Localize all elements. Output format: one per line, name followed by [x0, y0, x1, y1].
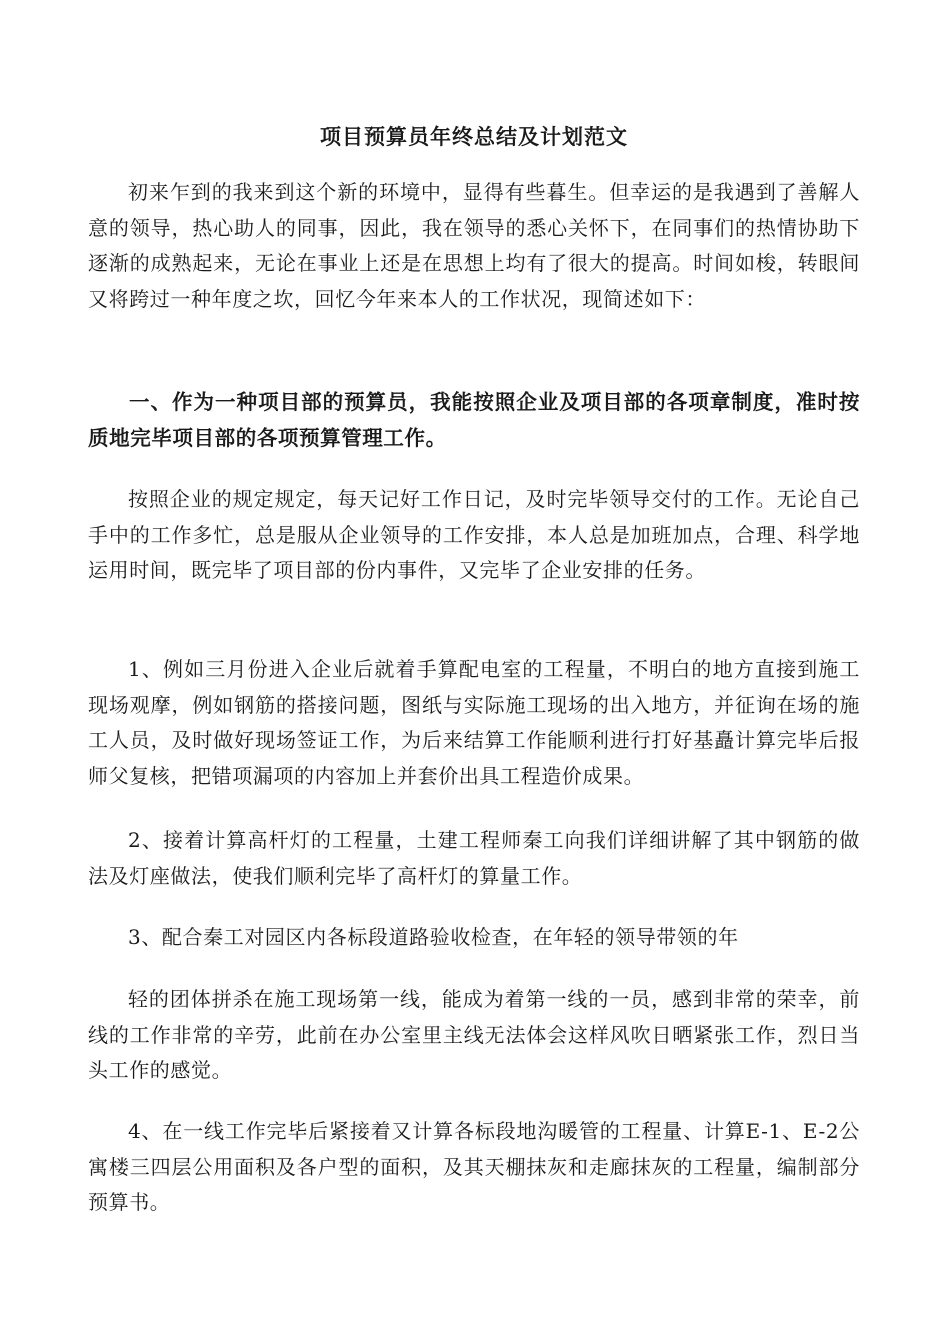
paragraph-intro: 初来乍到的我来到这个新的环境中，显得有些暮生。但幸运的是我遇到了善解人意的领导，热心助人的同事，因此，我在领导的悉心关怀下，在同事们的热情协助下逐渐的成熟起来，无论在事业上还是在思想上均有了很大的提高。时间如梭，转眼间又将跨过一种年度之坎，回忆今年来本人的工作状况，现简述如下： [88, 180, 860, 311]
section-heading-1: 一、作为一种项目部的预算员，我能按照企业及项目部的各项章制度，准时按质地完毕项目部的各项预算管理工作。 [88, 390, 860, 450]
paragraph-item-1: 1、例如三月份进入企业后就着手算配电室的工程量，不明白的地方直接到施工现场观摩，例如钢筋的搭接问题，图纸与实际施工现场的出入地方，并征询在场的施工人员，及时做好现场签证工作，为后来结算工作能顺利进行打好基矗计算完毕后报师父复核，把错项漏项的内容加上并套价出具工程造价成果。 [88, 657, 860, 788]
document-title: 项目预算员年终总结及计划范文 [320, 124, 628, 149]
paragraph-item-4: 4、在一线工作完毕后紧接着又计算各标段地沟暖管的工程量、计算E-1、E-2公寓楼三四层公用面积及各户型的面积，及其天棚抹灰和走廊抹灰的工程量，编制部分预算书。 [88, 1119, 860, 1214]
paragraph-item-3-continued: 轻的团体拼杀在施工现场第一线，能成为着第一线的一员，感到非常的荣幸，前线的工作非常的辛劳，此前在办公室里主线无法体会这样风吹日晒紧张工作，烈日当头工作的感觉。 [88, 987, 860, 1082]
paragraph-work-duties: 按照企业的规定规定，每天记好工作日记，及时完毕领导交付的工作。无论自己手中的工作多忙，总是服从企业领导的工作安排，本人总是加班加点，合理、科学地运用时间，既完毕了项目部的份内事件，又完毕了企业安排的任务。 [88, 487, 860, 582]
paragraph-item-3: 3、配合秦工对园区内各标段道路验收检查，在年轻的领导带领的年 [128, 925, 739, 949]
paragraph-item-2: 2、接着计算高杆灯的工程量，土建工程师秦工向我们详细讲解了其中钢筋的做法及灯座做法，使我们顺利完毕了高杆灯的算量工作。 [88, 828, 860, 888]
